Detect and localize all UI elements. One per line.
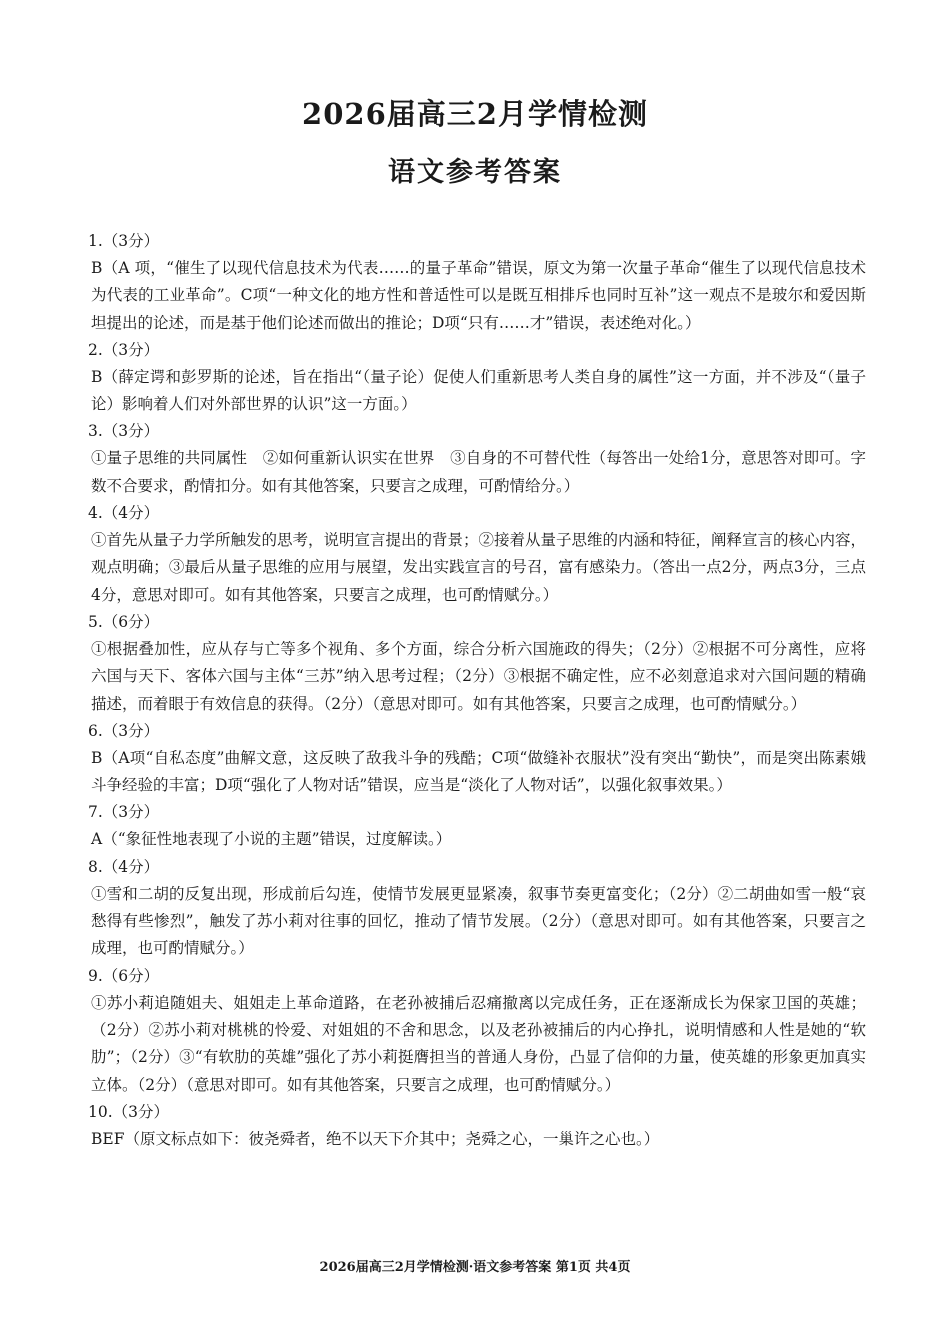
answer-item	[88, 963, 866, 1099]
page-title: 2026届高三2月学情检测	[302, 97, 648, 131]
answer-item	[88, 718, 866, 800]
answer-heading: 4.（4分）	[88, 504, 160, 523]
answer-list	[88, 228, 866, 1153]
answer-heading: 7.（3分）	[88, 803, 160, 822]
answer-heading: 9.（6分）	[88, 966, 160, 985]
answer-item	[88, 418, 866, 500]
answer-heading: 3.（3分）	[88, 422, 160, 441]
answer-text: B（A项“自私态度”曲解文意，这反映了敌我斗争的残酷；C项“做缝补衣服状”没有突出“勤快”，而是突出陈素娥斗争经验的丰富；D项“强化了人物对话”错误，应当是“淡化了人物对话”，以强化叙事效果。）	[91, 748, 866, 795]
answer-heading: 10.（3分）	[88, 1102, 170, 1121]
answer-item	[88, 609, 866, 718]
answer-item	[88, 854, 866, 963]
answer-heading: 6.（3分）	[88, 721, 160, 740]
answer-text: ①苏小莉追随姐夫、姐姐走上革命道路，在老孙被捕后忍痛撤离以完成任务，正在逐渐成长为保家卫国的英雄；（2分）②苏小莉对桃桃的怜爱、对姐姐的不舍和思念，以及老孙被捕后的内心挣扎，说明情感和人性是她的“软肋”；（2分）③“有软肋的英雄”强化了苏小莉挺膺担当的普通人身份，凸显了信仰的力量，使英雄的形象更加真实立体。（2分）（意思对即可。如有其他答案，只要言之成理，也可酌情赋分。）	[91, 993, 866, 1094]
answer-item	[88, 337, 866, 419]
answer-text: ①雪和二胡的反复出现，形成前后勾连，使情节发展更显紧凑，叙事节奏更富变化；（2分）②二胡曲如雪一般“哀愁得有些惨烈”，触发了苏小莉对往事的回忆，推动了情节发展。（2分）（意思对即可。如有其他答案，只要言之成理，也可酌情赋分。）	[91, 884, 866, 958]
answer-text: ①首先从量子力学所触发的思考，说明宣言提出的背景；②接着从量子思维的内涵和特征，阐释宣言的核心内容，观点明确；③最后从量子思维的应用与展望，发出实践宣言的号召，富有感染力。（答出一点2分，两点3分，三点4分，意思对即可。如有其他答案，只要言之成理，也可酌情赋分。）	[91, 531, 867, 604]
answer-text: ①量子思维的共同属性 ②如何重新认识实在世界 ③自身的不可替代性（每答出一处给1分，意思答对即可。字数不合要求，酌情扣分。如有其他答案，只要言之成理，可酌情给分。）	[91, 449, 866, 495]
answer-text: B（A 项，“催生了以现代信息技术为代表……的量子革命”错误，原文为第一次量子革命“催生了以现代信息技术为代表的工业革命”。C项“一种文化的地方性和普适性可以是既互相排斥也同时互补”这一观点不是玻尔和爱因斯坦提出的论述，而是基于他们论述而做出的推论；D项“只有……才”错误，表述绝对化。）	[91, 259, 866, 332]
answer-item	[88, 799, 866, 853]
answer-heading: 5.（6分）	[88, 612, 160, 631]
answer-item	[88, 228, 866, 337]
answer-heading: 1.（3分）	[88, 232, 160, 250]
page-footer: 2026届高三2月学情检测·语文参考答案 第1页 共4页	[319, 1260, 631, 1275]
answer-text: A（“象征性地表现了小说的主题”错误，过度解读。）	[91, 830, 452, 849]
answer-text: BEF（原文标点如下：彼尧舜者，绝不以天下介其中；尧舜之心，一巢许之心也。）	[91, 1129, 660, 1148]
answer-heading: 8.（4分）	[88, 857, 160, 876]
answer-item	[88, 1099, 866, 1153]
answer-text: ①根据叠加性，应从存与亡等多个视角、多个方面，综合分析六国施政的得失；（2分）②根据不可分离性，应将六国与天下、客体六国与主体“三苏”纳入思考过程；（2分）③根据不确定性，应不必刻意追求对六国问题的精确描述，而着眼于有效信息的获得。（2分）（意思对即可。如有其他答案，只要言之成理，也可酌情赋分。）	[91, 639, 866, 713]
answer-heading: 2.（3分）	[88, 340, 160, 359]
page-subtitle: 语文参考答案	[388, 157, 562, 188]
answer-text: B（薛定谔和彭罗斯的论述，旨在指出“（量子论）促使人们重新思考人类自身的属性”这一方面，并不涉及“（量子论）影响着人们对外部世界的认识”这一方面。）	[91, 367, 866, 414]
answer-item	[88, 500, 866, 609]
